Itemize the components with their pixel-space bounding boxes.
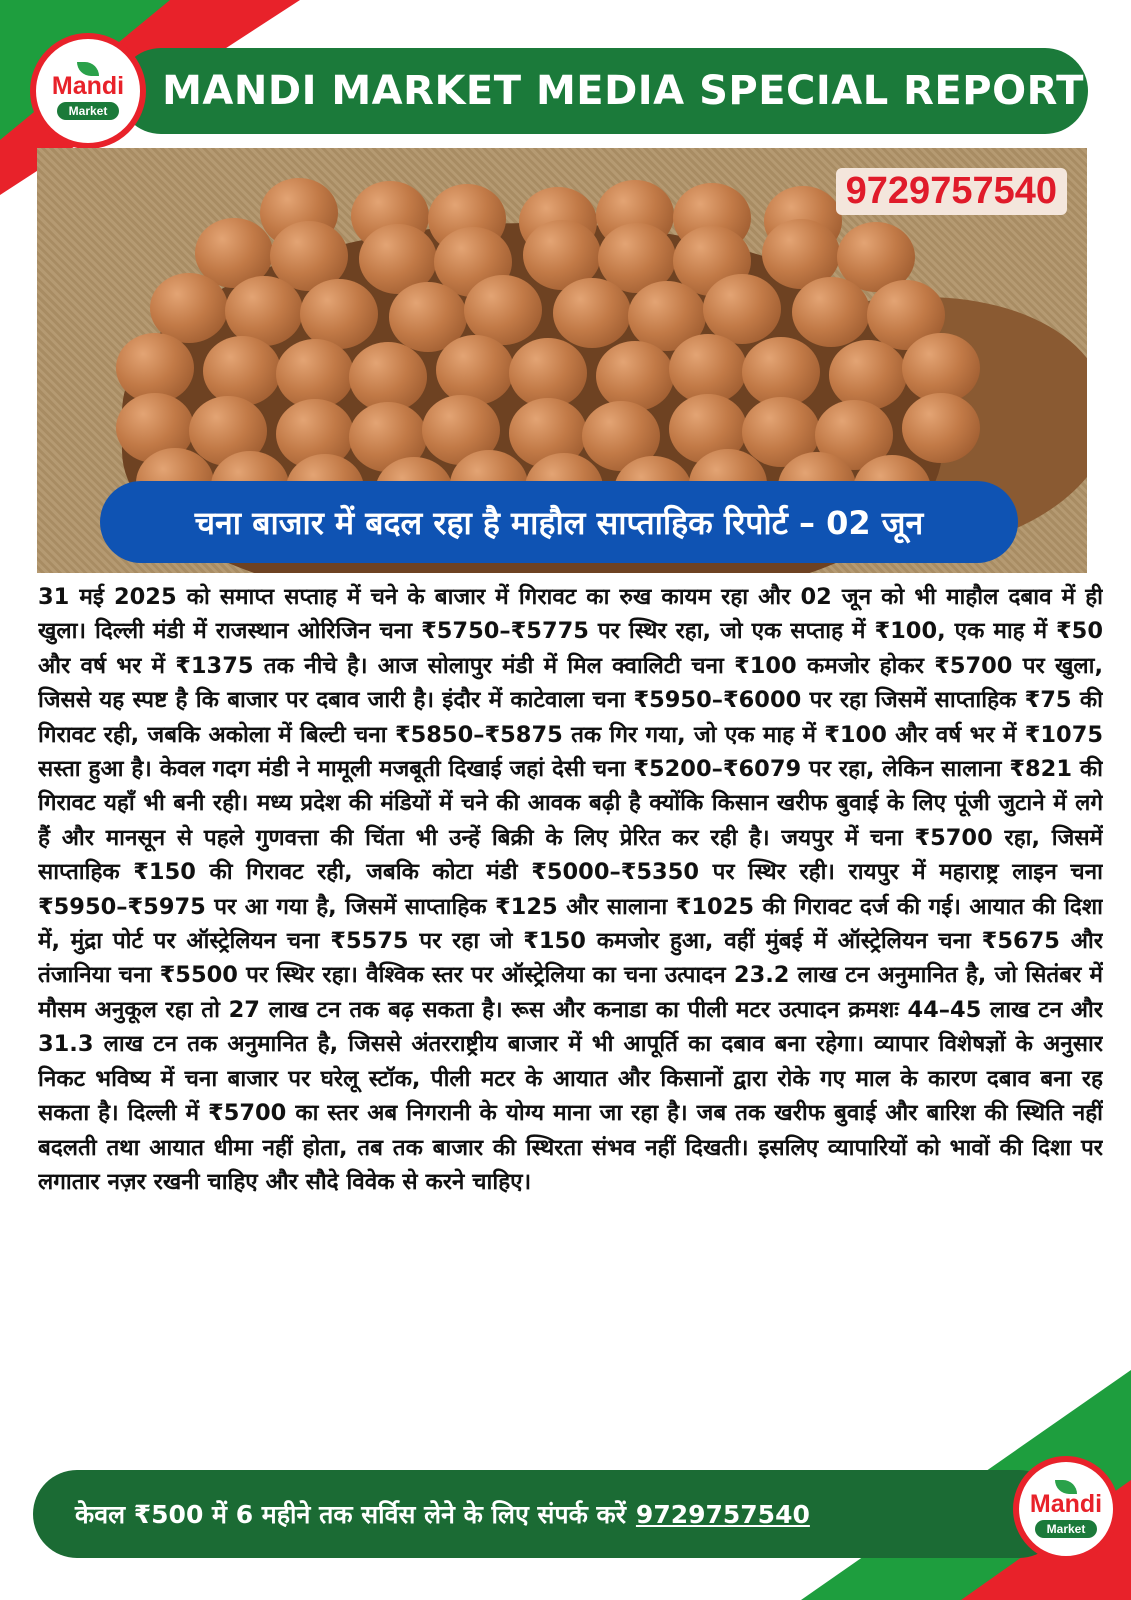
page-title: MANDI MARKET MEDIA SPECIAL REPORT <box>162 68 1084 114</box>
chickpea <box>792 277 870 347</box>
logo-sub: Market <box>1035 1520 1098 1538</box>
chickpea <box>150 273 228 343</box>
phone-number: 9729757540 <box>845 170 1057 212</box>
header-banner <box>118 48 1088 134</box>
mandi-market-logo-bottom <box>1013 1456 1119 1562</box>
chickpea <box>596 341 674 411</box>
footer-banner <box>33 1470 1063 1558</box>
chickpea <box>703 274 781 344</box>
mandi-market-logo <box>30 33 146 149</box>
chickpea <box>902 393 980 463</box>
headline-banner <box>100 481 1018 563</box>
footer-phone-link[interactable]: 9729757540 <box>635 1499 810 1529</box>
article-body: 31 मई 2025 को समाप्त सप्ताह में चने के बाजार में गिरावट का रुख कायम रहा और 02 जून को भी माहौल दबाव में ही खुला। दिल्ली मंडी में राजस्थान ओरिजिन चना ₹5750–₹5775 पर स्थिर रहा, जो एक सप्ताह में ₹100, एक माह में ₹50 और वर्ष भर में ₹1375 तक नीचे है। आज सोलापुर मंडी में मिल क्वालिटी चना ₹100 कमजोर होकर ₹5700 पर खुला, जिससे यह स्पष्ट है कि बाजार पर दबाव जारी है। इंदौर में काटेवाला चना ₹5950–₹6000 पर रहा जिसमें साप्ताहिक ₹75 की गिरावट रही, जबकि अकोला में बिल्टी चना ₹5850–₹5875 तक गिर गया, जो एक माह में ₹100 और वर्ष भर में ₹1075 सस्ता हुआ है। केवल गदग मंडी ने मामूली मजबूती दिखाई जहां देसी चना ₹5200–₹6079 पर रहा, लेकिन सालाना ₹821 की गिरावट यहाँ भी बनी रही। मध्य प्रदेश की मंडियों में चने की आवक बढ़ी है क्योंकि किसान खरीफ बुवाई के लिए पूंजी जुटाने में लगे हैं और मानसून से पहले गुणवत्ता की चिंता भी उन्हें बिक्री के लिए प्रेरित कर रही है। जयपुर में चना ₹5700 रहा, जिसमें साप्ताहिक ₹150 की गिरावट रही, जबकि कोटा मंडी ₹5000–₹5350 पर स्थिर रही। रायपुर में महाराष्ट्र लाइन चना ₹5950–₹5975 पर आ गया है, जिसमें साप्ताहिक ₹125 और सालाना ₹1025 की गिरावट दर्ज की गई। आयात की दिशा में, मुंद्रा पोर्ट पर ऑस्ट्रेलियन चना ₹5575 पर रहा जो ₹150 कमजोर हुआ, वहीं मुंबई में ऑस्ट्रेलियन चना ₹5675 और तंजानिया चना ₹5500 पर स्थिर रहा। वैश्विक स्तर पर ऑस्ट्रेलिया का चना उत्पादन 23.2 लाख टन अनुमानित है, जो सितंबर में मौसम अनुकूल रहा तो 27 लाख टन तक बढ़ सकता है। रूस और कनाडा का पीली मटर उत्पादन क्रमशः 44–45 लाख टन और 31.3 लाख टन तक अनुमानित है, जिससे अंतरराष्ट्रीय बाजार में भी आपूर्ति का दबाव बना रहेगा। व्यापार विशेषज्ञों के अनुसार निकट भविष्य में चना बाजार पर घरेलू स्टॉक, पीली मटर के आयात और किसानों द्वारा रोके गए माल के कारण दबाव बना रह सकता है। दिल्ली में ₹5700 का स्तर अब निगरानी के योग्य माना जा रहा है। जब तक खरीफ बुवाई और बारिश की स्थिति नहीं बदलती तथा आयात धीमा नहीं होता, तब तक बाजार की स्थिरता संभव नहीं दिखती। इसलिए व्यापारियों को भावों की दिशा पर लगातार नज़र रखनी चाहिए और सौदे विवेक से करने चाहिए। <box>38 584 1103 1195</box>
chickpea <box>829 340 907 410</box>
chickpea <box>203 336 281 406</box>
hero-image <box>37 148 1087 573</box>
logo-sub: Market <box>57 102 120 120</box>
chickpea <box>436 335 514 405</box>
logo-word: Mandi <box>1029 1490 1103 1518</box>
phone-badge <box>836 168 1067 215</box>
footer-offer-text: केवल ₹500 में 6 महीने तक सर्विस लेने के लिए संपर्क करें <box>75 1500 626 1529</box>
logo-word: Mandi <box>51 72 125 100</box>
headline: चना बाजार में बदल रहा है माहौल साप्ताहिक रिपोर्ट – 02 जून <box>194 503 924 542</box>
chickpea <box>553 278 631 348</box>
